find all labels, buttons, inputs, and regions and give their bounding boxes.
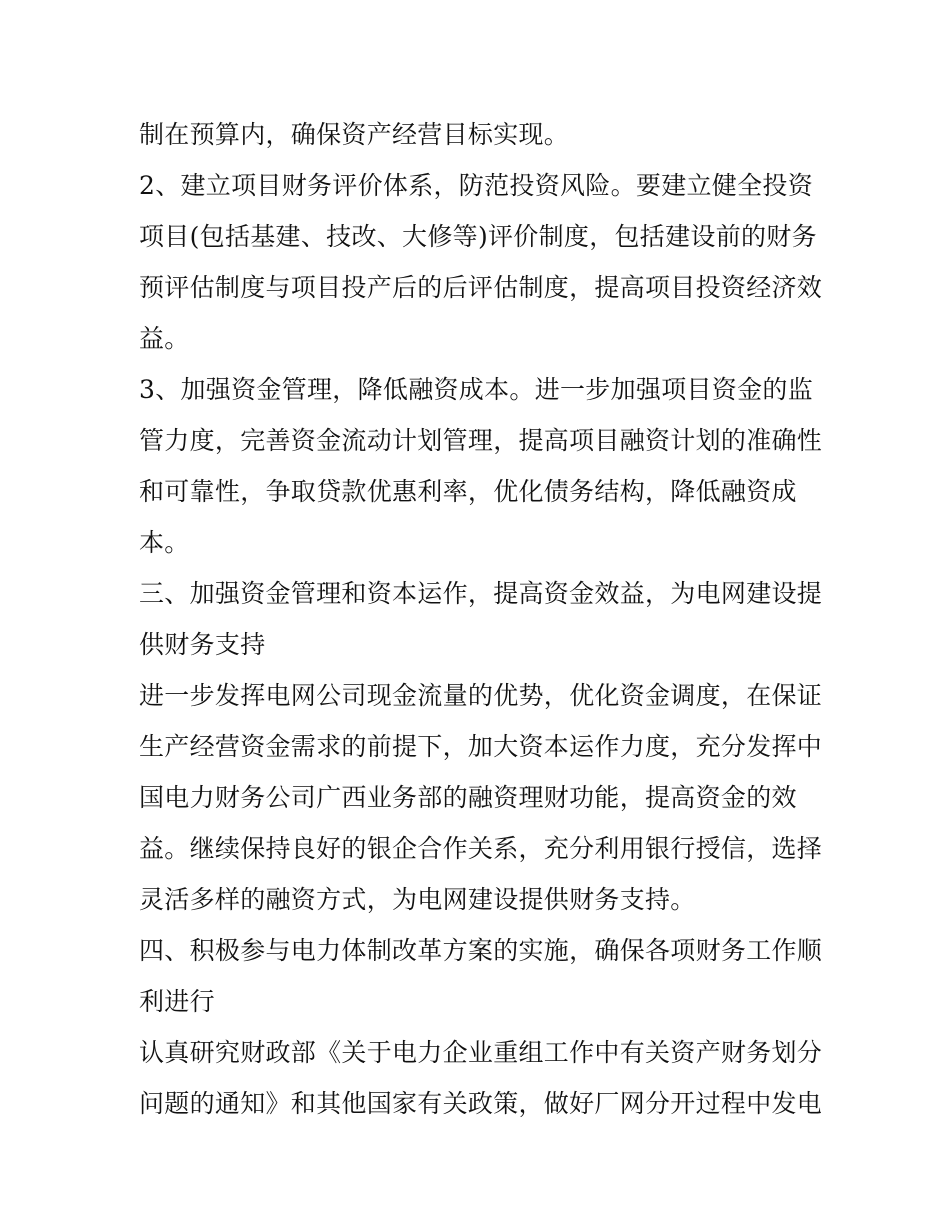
section-heading-line: 供财务支持 [139,630,266,659]
text-line: 预评估制度与项目投产后的后评估制度，提高项目投资经济效 [139,273,823,302]
document-body [139,109,823,1129]
text-line: 进一步发挥电网公司现金流量的优势，优化资金调度，在保证 [139,681,823,710]
text-line: 项目(包括基建、技改、大修等)评价制度，包括建设前的财务 [139,222,817,251]
text-line: 问题的通知》和其他国家有关政策，做好厂网分开过程中发电 [139,1089,823,1118]
text-line: 本。 [139,528,190,557]
text-line: 3、加强资金管理，降低融资成本。进一步加强项目资金的监 [139,375,814,404]
text-line: 灵活多样的融资方式，为电网建设提供财务支持。 [139,885,696,914]
text-line: 国电力财务公司广西业务部的融资理财功能，提高资金的效 [139,783,797,812]
text-line: 益。 [139,324,190,353]
section-heading-line: 四、积极参与电力体制改革方案的实施，确保各项财务工作顺 [139,936,823,965]
text-line: 生产经营资金需求的前提下，加大资本运作力度，充分发挥中 [139,732,823,761]
text-line: 制在预算内，确保资产经营目标实现。 [139,120,570,149]
text-line: 益。继续保持良好的银企合作关系，充分利用银行授信，选择 [139,834,823,863]
text-line: 和可靠性，争取贷款优惠利率，优化债务结构，降低融资成 [139,477,797,506]
section-heading-line: 三、加强资金管理和资本运作，提高资金效益，为电网建设提 [139,579,823,608]
text-line: 认真研究财政部《关于电力企业重组工作中有关资产财务划分 [139,1038,823,1067]
section-heading-line: 利进行 [139,987,215,1016]
text-line: 2、建立项目财务评价体系，防范投资风险。要建立健全投资 [139,171,814,200]
text-line: 管力度，完善资金流动计划管理，提高项目融资计划的准确性 [139,426,823,455]
